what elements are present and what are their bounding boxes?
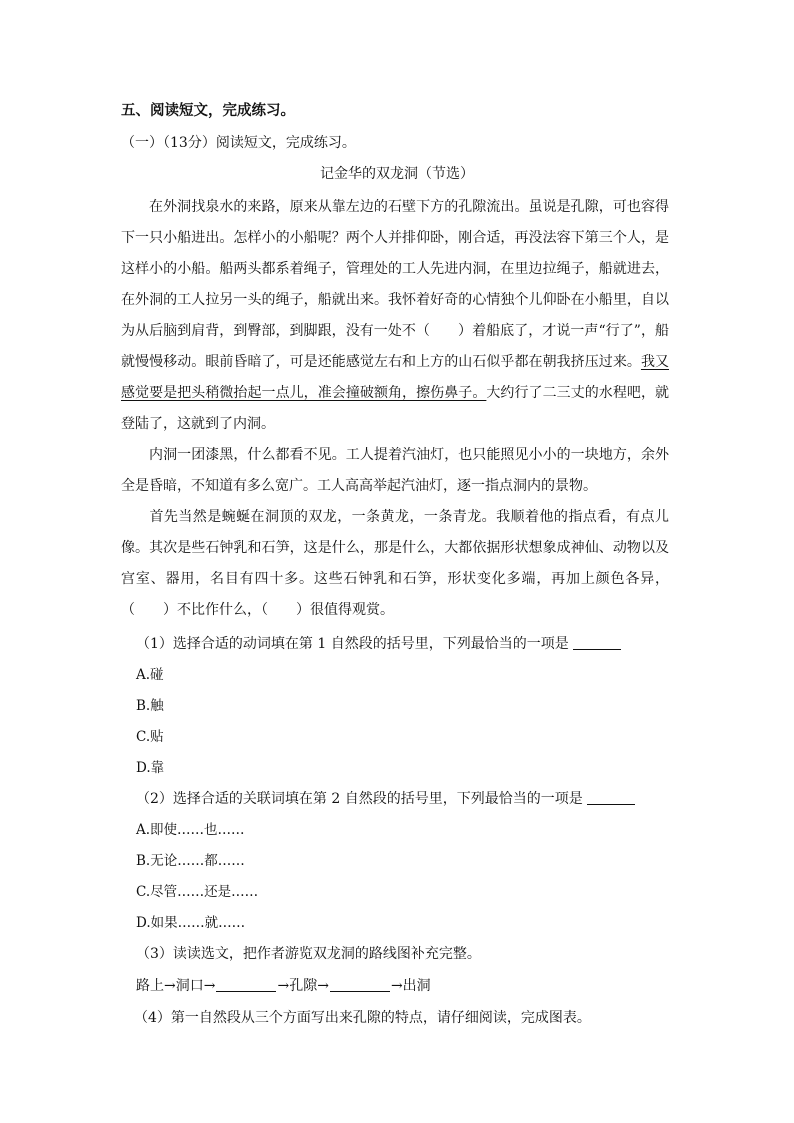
route-arrow-3: → xyxy=(277,978,290,994)
route-step-1: 洞口 xyxy=(175,978,204,994)
question-2-text: （2）选择合适的关联词填在第 2 自然段的括号里，下列最恰当的一项是 xyxy=(136,791,583,807)
question-2-blank[interactable] xyxy=(587,790,635,805)
route-end: 出洞 xyxy=(402,978,431,994)
q2-option-a[interactable]: A.即使……也…… xyxy=(136,822,245,838)
route-arrow-5: → xyxy=(390,978,403,994)
paragraph-3 xyxy=(121,502,669,626)
route-diagram xyxy=(136,976,431,996)
q1-option-d[interactable]: D.靠 xyxy=(136,760,165,776)
question-1-blank[interactable] xyxy=(573,635,621,650)
q2-option-c[interactable]: C.尽管……还是…… xyxy=(136,884,259,900)
question-2 xyxy=(136,789,635,809)
question-3: （3）读读选文，把作者游览双龙洞的路线图补充完整。 xyxy=(136,946,481,962)
question-1-text: （1）选择合适的动词填在第 1 自然段的括号里，下列最恰当的一项是 xyxy=(136,636,569,652)
q1-option-a[interactable]: A.碰 xyxy=(136,667,164,683)
section-title: 五、阅读短文，完成练习。 xyxy=(121,102,295,119)
paragraph-2 xyxy=(121,440,669,502)
part-title: （一）（13分）阅读短文，完成练习。 xyxy=(121,135,356,151)
q2-option-d[interactable]: D.如果……就…… xyxy=(136,915,246,931)
route-arrow-4: → xyxy=(317,978,329,994)
q1-option-c[interactable]: C.贴 xyxy=(136,729,164,745)
paragraph-1 xyxy=(121,192,669,440)
route-arrow-1: → xyxy=(164,978,176,994)
route-blank-2[interactable] xyxy=(330,977,390,992)
route-step-3: 孔隙 xyxy=(289,978,318,994)
article-title: 记金华的双龙洞（节选） xyxy=(320,166,474,182)
paragraph-2-text: 内洞一团漆黑，什么都看不见。工人提着汽油灯，也只能照见小小的一块地方，余外全是昏暗，不知道有多么宽广。工人高高举起汽油灯，逐一指点洞内的景物。 xyxy=(121,447,669,494)
q2-option-b[interactable]: B.无论……都…… xyxy=(136,853,245,869)
route-arrow-2: → xyxy=(203,978,216,994)
route-blank-1[interactable] xyxy=(216,977,276,992)
route-start: 路上 xyxy=(136,978,164,994)
underlined-sentence: 我又感觉要是把头稍微抬起一点儿，准会撞破额角，擦伤鼻子。 xyxy=(121,354,670,401)
q1-option-b[interactable]: B.触 xyxy=(136,698,164,714)
question-1 xyxy=(136,634,621,654)
paragraph-1-text-a: 在外洞找泉水的来路，原来从靠左边的石壁下方的孔隙流出。虽说是孔隙，可也容得下一只小船进出。怎样小的小船呢？两个人并排仰卧，刚合适，再没法容下第三个人，是这样小的小船。船两头都系着绳子，管理处的工人先进内洞，在里边拉绳子，船就进去，在外洞的工人拉另一头的绳子，船就出来。我怀着好奇的心情独个儿仰卧在小船里，自以为从后脑到肩背，到臀部，到脚跟，没有一处不（ ）着船底了，才说一声“行了”，船就慢慢移动。眼前昏暗了，可是还能感觉左右和上方的山石似乎都在朝我挤压过来。 xyxy=(121,199,669,370)
question-4: （4）第一自然段从三个方面写出来孔隙的特点，请仔细阅读，完成图表。 xyxy=(134,1010,591,1026)
paragraph-3-text: 首先当然是蜿蜒在洞顶的双龙，一条黄龙，一条青龙。我顺着他的指点看，有点儿像。其次是些石钟乳和石笋，这是什么，那是什么，大都依据形状想象成神仙、动物以及宫室、器用，名目有四十多。这些石钟乳和石笋，形状变化多端，再加上颜色各异，（ ）不比作什么，（ ）很值得观赏。 xyxy=(121,509,669,618)
paragraph-1-text-b: 大约行了二三丈的水程吧，就登陆了，这就到了内洞。 xyxy=(121,385,670,432)
